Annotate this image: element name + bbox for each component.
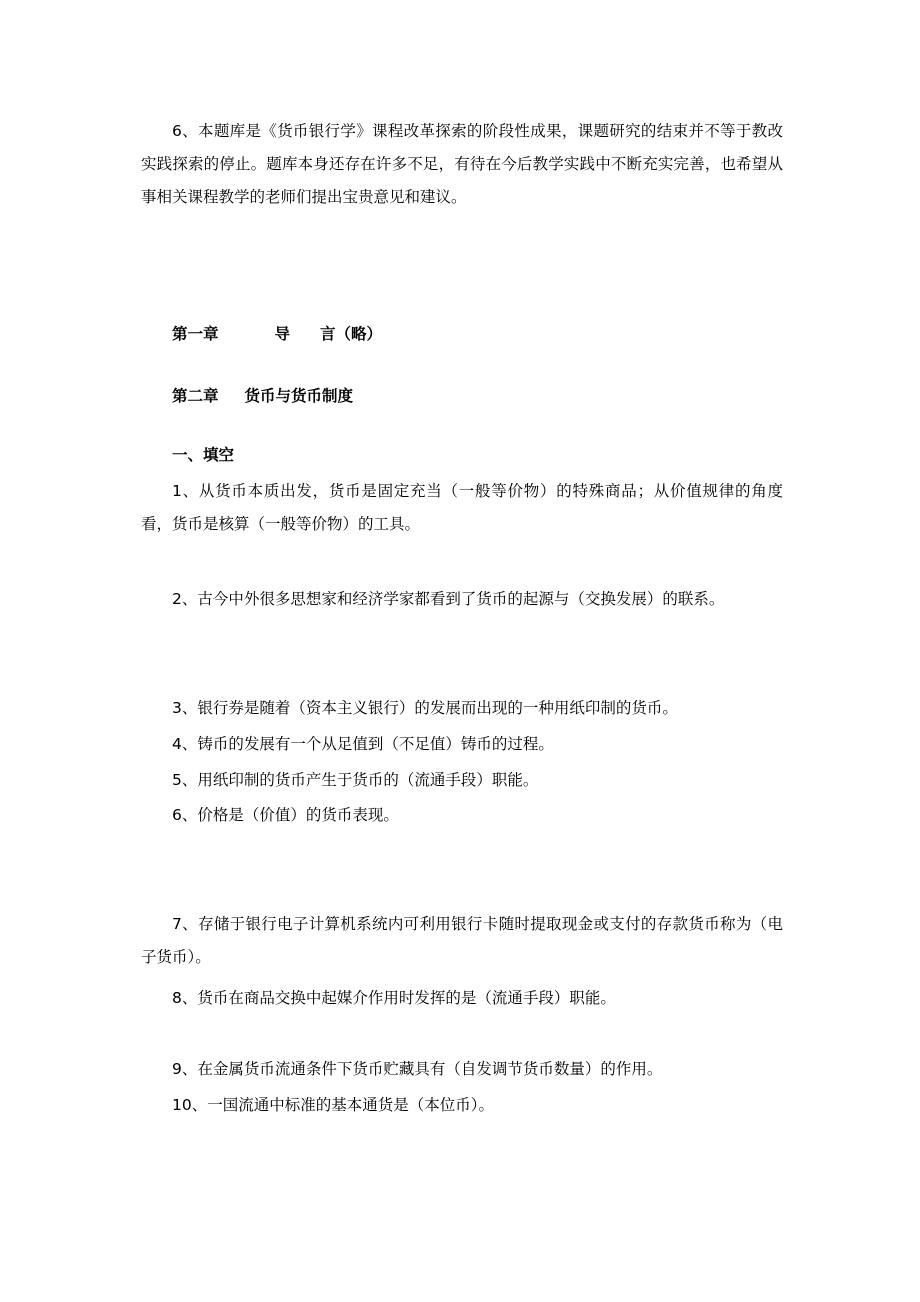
fill-item-8: 8、货币在商品交换中起媒介作用时发挥的是（流通手段）职能。	[172, 989, 616, 1007]
chapter-1-label: 第一章	[172, 325, 219, 343]
fill-item-1: 1、从货币本质出发，货币是固定充当（一般等价物）的特殊商品；从价值规律的角度看，货币是核算（一般等价物）的工具。	[141, 482, 783, 533]
fill-item-4: 4、铸币的发展有一个从足值到（不足值）铸币的过程。	[172, 735, 554, 753]
fill-item-6: 6、价格是（价值）的货币表现。	[172, 806, 399, 824]
chapter-1-title-part1: 导	[274, 325, 291, 343]
fill-item-7: 7、存储于银行电子计算机系统内可利用银行卡随时提取现金或支付的存款货币称为（电子货币）。	[141, 915, 783, 966]
chapter-1-title-part2: 言（略）	[320, 325, 383, 343]
fill-item-10: 10、一国流通中标准的基本通货是（本位币）。	[172, 1096, 494, 1114]
chapter-2-heading	[172, 386, 353, 406]
chapter-2-label: 第二章	[172, 387, 219, 405]
chapter-2-title: 货币与货币制度	[244, 387, 354, 405]
fill-item-5: 5、用纸印制的货币产生于货币的（流通手段）职能。	[172, 771, 539, 789]
section-1-heading: 一、填空	[172, 446, 235, 464]
chapter-1-heading	[172, 324, 382, 344]
fill-item-9: 9、在金属货币流通条件下货币贮藏具有（自发调节货币数量）的作用。	[172, 1060, 663, 1078]
fill-item-3: 3、银行券是随着（资本主义银行）的发展而出现的一种用纸印制的货币。	[172, 699, 678, 717]
fill-item-2: 2、古今中外很多思想家和经济学家都看到了货币的起源与（交换发展）的联系。	[172, 590, 725, 608]
intro-item-6: 6、本题库是《货币银行学》课程改革探索的阶段性成果，课题研究的结束并不等于教改实践探索的停止。题库本身还存在许多不足，有待在今后教学实践中不断充实完善，也希望从事相关课程教学的老师们提出宝贵意见和建议。	[141, 122, 783, 206]
